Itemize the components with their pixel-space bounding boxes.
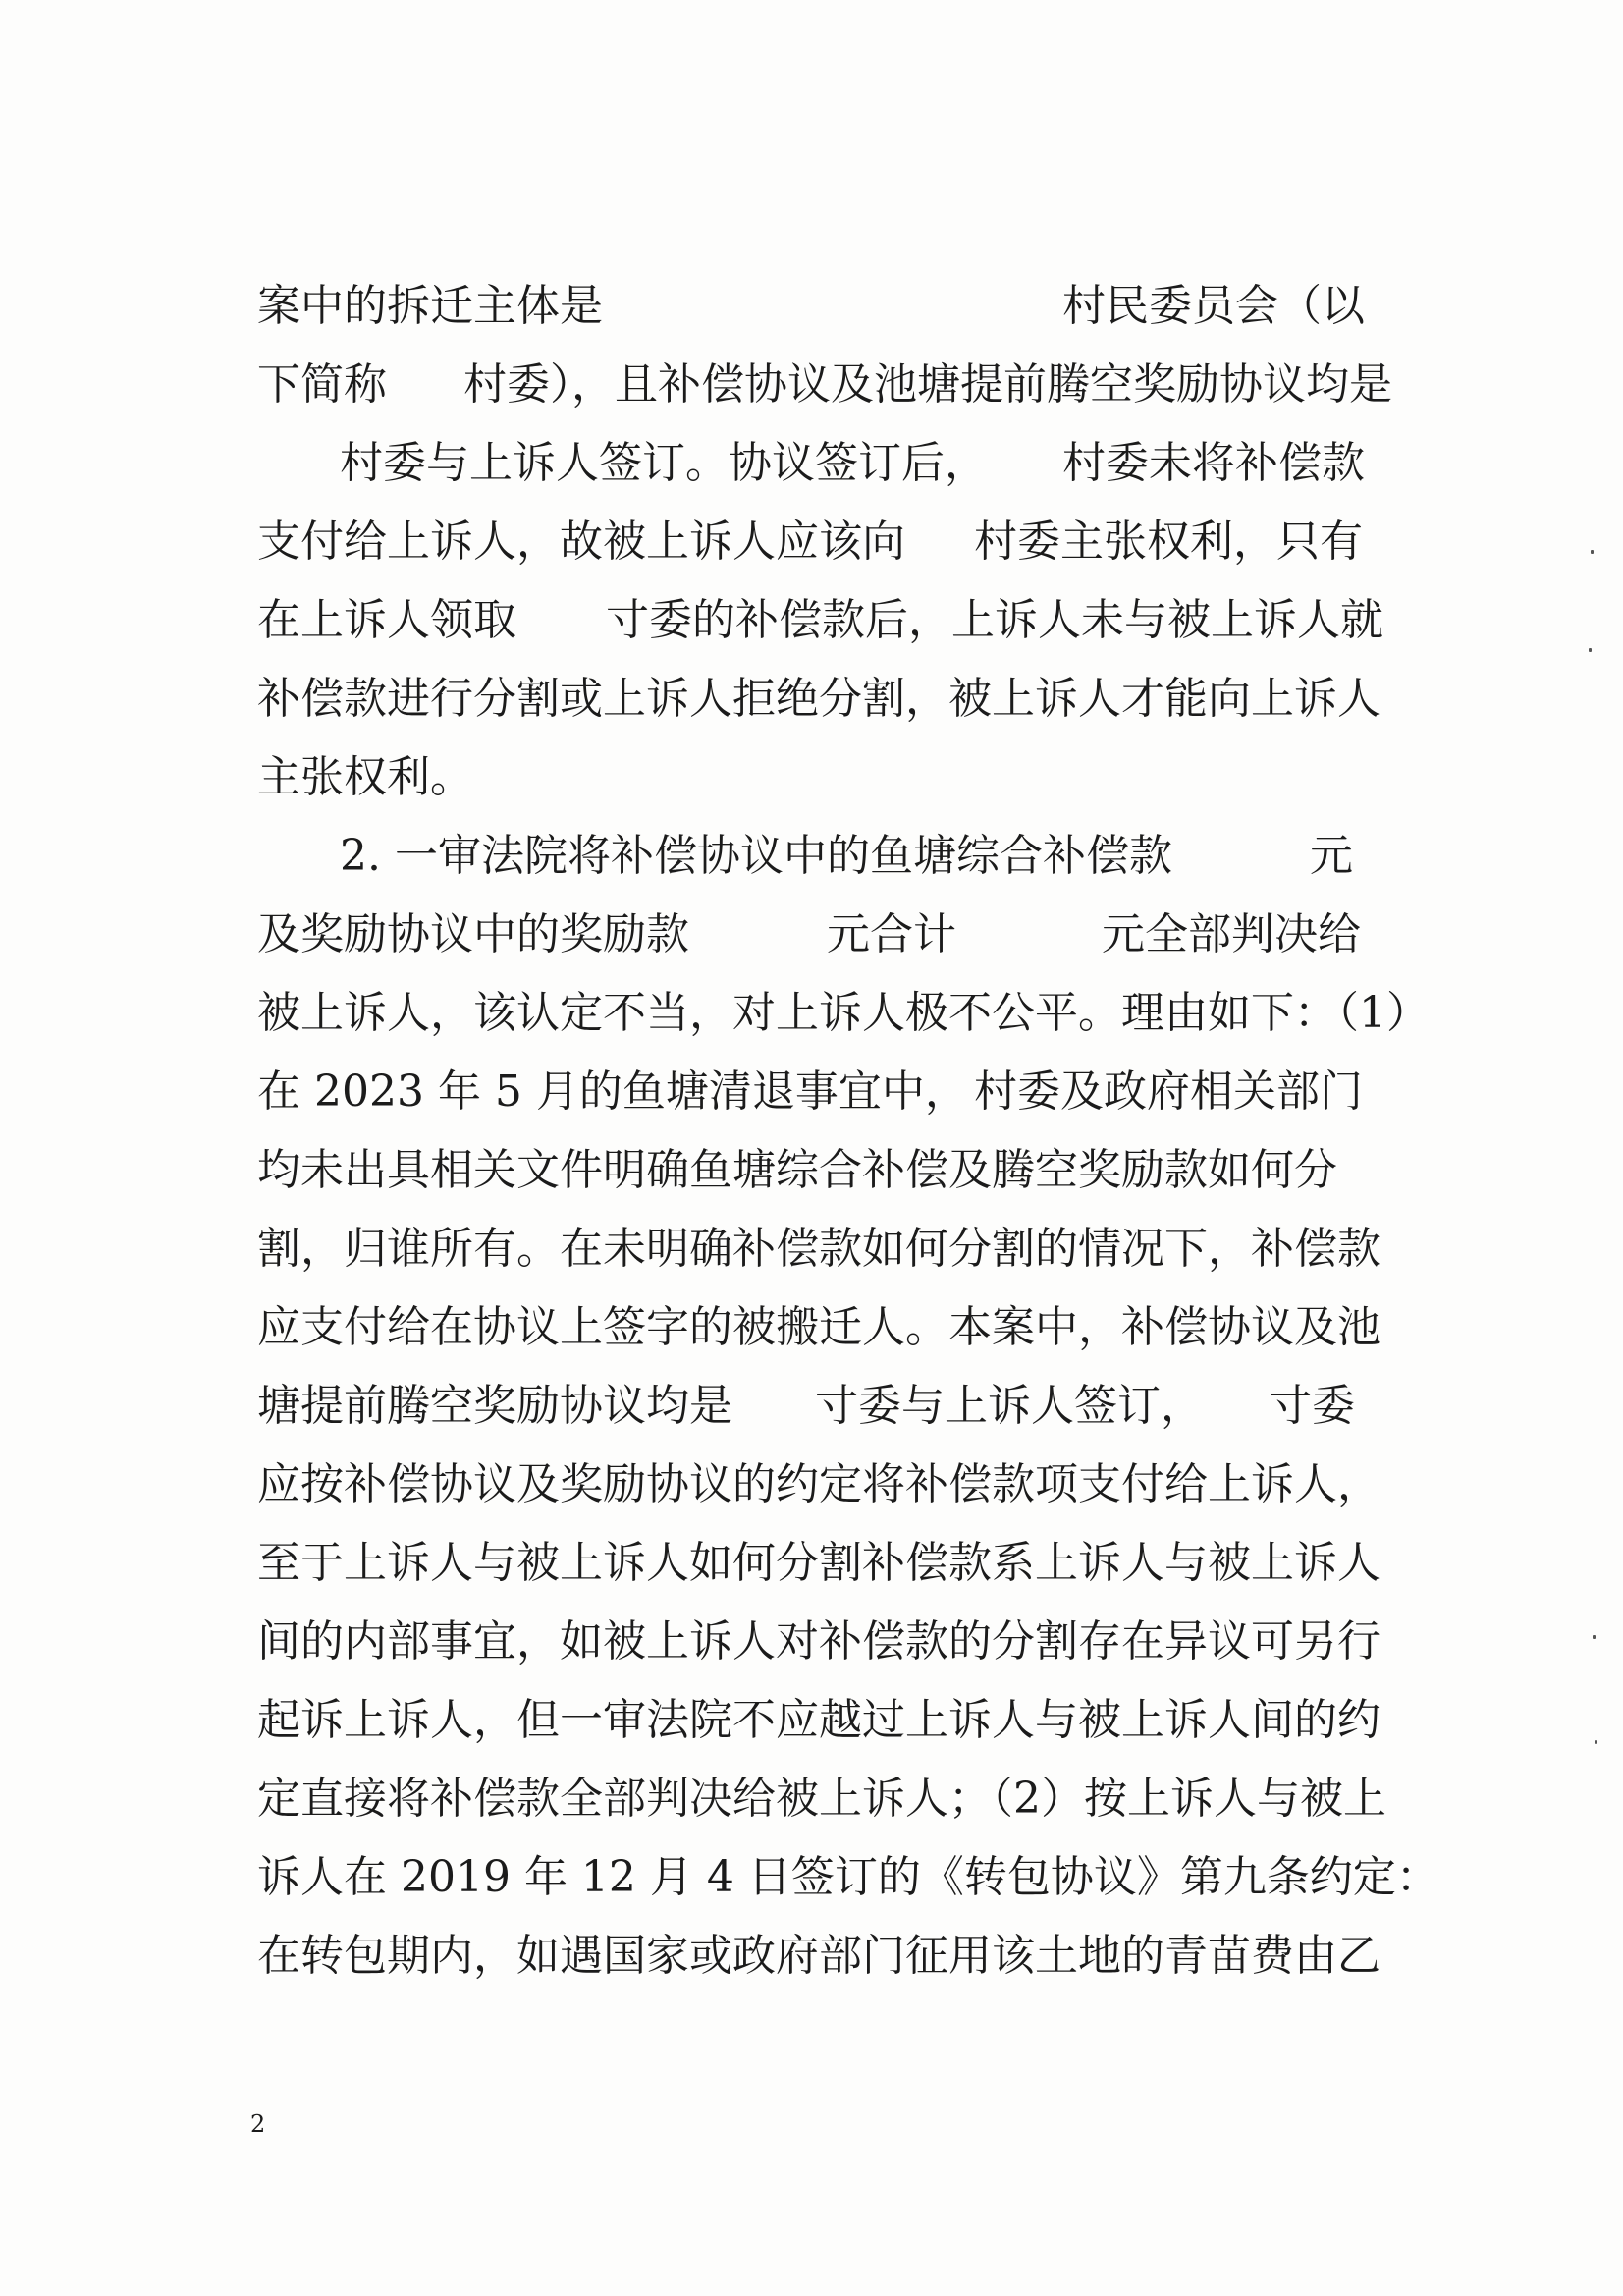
text-segment: 村民委员会（以 xyxy=(1062,281,1365,331)
text-segment: 村委主张权利，只有 xyxy=(974,517,1363,567)
text-segment: 应支付给在协议上签字的被搬迁人。本案中，补偿协议及池 xyxy=(257,1302,1380,1352)
text-segment: 案中的拆迁主体是 xyxy=(257,281,603,331)
text-line xyxy=(257,1760,1386,1838)
text-segment: 至于上诉人与被上诉人如何分割补偿款系上诉人与被上诉人 xyxy=(257,1538,1380,1588)
text-segment: 定直接将补偿款全部判决给被上诉人；（2）按上诉人与被上 xyxy=(257,1774,1386,1824)
text-segment: 村委与上诉人签订。协议签订后， xyxy=(340,438,988,488)
text-segment: 寸委的补偿款后，上诉人未与被上诉人就 xyxy=(606,595,1383,645)
text-segment: 均未出具相关文件明确鱼塘综合补偿及腾空奖励款如何分 xyxy=(257,1145,1337,1195)
text-segment: 诉人在 2019 年 12 月 4 日签订的《转包协议》第九条约定： xyxy=(257,1852,1439,1902)
text-segment: 起诉上诉人，但一审法院不应越过上诉人与被上诉人间的约 xyxy=(257,1695,1380,1745)
text-line xyxy=(257,1524,1380,1603)
text-line xyxy=(257,1603,1380,1681)
text-line xyxy=(257,1210,1380,1288)
text-segment: 村委及政府相关部门 xyxy=(974,1066,1363,1117)
text-segment: 2. 一审法院将补偿协议中的鱼塘综合补偿款 xyxy=(340,831,1172,881)
text-segment: 村委未将补偿款 xyxy=(1062,438,1365,488)
text-line xyxy=(257,660,1380,738)
text-segment: 被上诉人，该认定不当，对上诉人极不公平。理由如下：（1） xyxy=(257,988,1430,1038)
text-segment: 在上诉人领取 xyxy=(257,595,516,645)
text-line xyxy=(257,1446,1380,1524)
text-segment: 塘提前腾空奖励协议均是 xyxy=(257,1381,732,1431)
scan-mark xyxy=(1595,1740,1597,1744)
text-segment: 应按补偿协议及奖励协议的约定将补偿款项支付给上诉人， xyxy=(257,1459,1380,1509)
text-segment: 主张权利。 xyxy=(257,752,473,802)
text-segment: 及奖励协议中的奖励款 xyxy=(257,909,689,959)
text-line xyxy=(257,1288,1380,1367)
text-segment: 元合计 xyxy=(827,909,956,959)
text-segment: 割，归谁所有。在未明确补偿款如何分割的情况下，补偿款 xyxy=(257,1224,1380,1274)
text-segment: 村委），且补偿协议及池塘提前腾空奖励协议均是 xyxy=(463,359,1392,410)
text-segment: 支付给上诉人，故被上诉人应该向 xyxy=(257,517,905,567)
text-line xyxy=(257,503,1363,581)
text-segment: 补偿款进行分割或上诉人拒绝分割，被上诉人才能向上诉人 xyxy=(257,674,1380,724)
text-line xyxy=(257,424,1365,503)
text-line xyxy=(257,1681,1380,1760)
text-line xyxy=(257,896,1361,974)
page-number: 2 xyxy=(250,2110,266,2138)
text-line xyxy=(257,1917,1380,1995)
text-segment: 元全部判决给 xyxy=(1102,909,1361,959)
text-line xyxy=(257,1131,1352,1210)
text-line xyxy=(257,738,1352,817)
text-line xyxy=(257,817,1352,896)
text-line xyxy=(257,1367,1355,1446)
scan-mark xyxy=(1593,1635,1596,1639)
scan-mark xyxy=(1591,550,1594,554)
text-segment: 寸委 xyxy=(1269,1381,1355,1431)
text-line xyxy=(257,346,1392,424)
text-segment: 在 2023 年 5 月的鱼塘清退事宜中， xyxy=(257,1066,968,1117)
text-line xyxy=(257,1053,1363,1131)
text-segment: 元 xyxy=(1310,831,1353,881)
text-segment: 在转包期内，如遇国家或政府部门征用该土地的青苗费由乙 xyxy=(257,1931,1380,1981)
text-line xyxy=(257,974,1430,1053)
text-line xyxy=(257,267,1365,346)
scan-mark xyxy=(1589,648,1592,652)
text-segment: 下简称 xyxy=(257,359,387,410)
text-segment: 间的内部事宜，如被上诉人对补偿款的分割存在异议可另行 xyxy=(257,1616,1380,1667)
text-line xyxy=(257,1838,1439,1917)
text-line xyxy=(257,581,1383,660)
text-segment: 寸委与上诉人签订， xyxy=(815,1381,1204,1431)
